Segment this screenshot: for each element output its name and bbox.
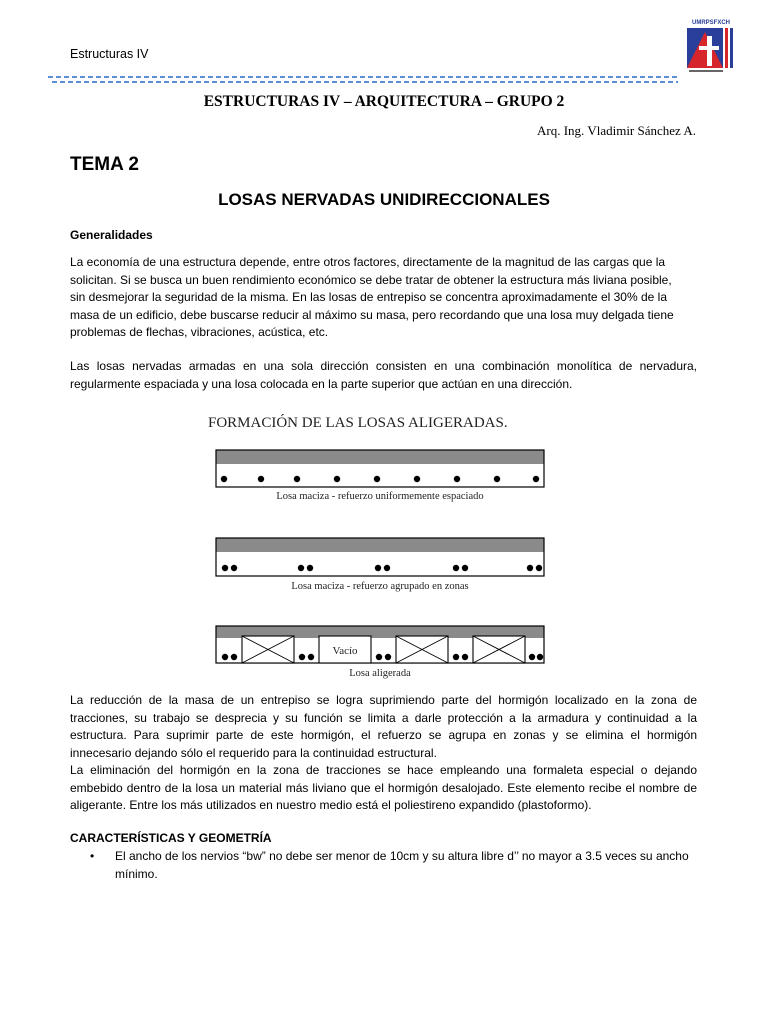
page-title: LOSAS NERVADAS UNIDIRECCIONALES	[218, 190, 550, 209]
figure-title: FORMACIÓN DE LAS LOSAS ALIGERADAS.	[208, 415, 508, 431]
lightened-slab-diagram	[216, 626, 544, 679]
list-item	[90, 848, 697, 883]
paragraph-line: masa de un edificio, debe buscarse reducir al máximo su masa, pero recordando que una losa muy delgada tiene	[70, 307, 674, 322]
figure-caption-1: Losa maciza - refuerzo uniformemente espaciado	[276, 491, 484, 502]
university-logo	[683, 18, 739, 76]
paragraph-economia	[70, 254, 697, 342]
characteristics-list	[90, 848, 697, 883]
void-blocks	[242, 636, 525, 663]
header-course-name: Estructuras IV	[70, 47, 149, 61]
bullet-icon: •	[90, 849, 95, 863]
void-label: Vacío	[332, 645, 358, 657]
paragraph-eliminacion-hormigon: La eliminación del hormigón en la zona de tracciones se hace empleando una formaleta especial o dejando embebido dentro de la losa un material más liviano que el hormigón desalojado. Este elemento recibe el nombre de aligerante. Entre los más utilizados en nuestro medio está el poliestireno expandido (plastoformo).	[70, 763, 697, 812]
paragraph-line: sin desmejorar la seguridad de la misma. En las losas de entrepiso se concentra aproximadamente el 30% de la	[70, 290, 667, 304]
paragraph-line: solicitan. Si se busca un buen rendimiento económico se debe tratar de obtener la estructura más liviana posible,	[70, 272, 672, 287]
topic-number: TEMA 2	[70, 154, 139, 175]
section-heading-generalidades: Generalidades	[70, 228, 153, 242]
solid-slab-uniform-diagram	[216, 450, 544, 502]
solid-slab-grouped-diagram	[216, 538, 544, 592]
paragraph-reduccion-masa: La reducción de la masa de un entrepiso se logra suprimiendo parte del hormigón localizado en la zona de tracciones, su trabajo se desprecia y su función se limita a darle protección a la armadura y continuidad a la estructura. Para suprimir parte de este hormigón, el refuerzo se agrupa en zonas y se elimina el hormigón innecesario dejando sólo el requerido para la continuidad estructural.	[70, 693, 697, 760]
paragraph-losas-nervadas: Las losas nervadas armadas en una sola dirección consisten en una combinación monolítica de nervadura, regularmente espaciada y una losa colocada en la parte superior que actúan en una dirección.	[70, 359, 697, 391]
svg-text:UMRPSFXCH: UMRPSFXCH	[691, 20, 731, 26]
course-title: ESTRUCTURAS IV – ARQUITECTURA – GRUPO 2	[203, 93, 565, 110]
section-heading-caracteristicas: CARACTERÍSTICAS Y GEOMETRÍA	[70, 831, 272, 845]
list-item-text: El ancho de los nervios “bw” no debe ser menor de 10cm y su altura libre d’’ no mayor a 3.5 veces su ancho mínimo.	[115, 849, 689, 881]
paragraph-line: problemas de flechas, vibraciones, acústica, etc.	[70, 325, 329, 339]
rebar-dots	[222, 565, 542, 571]
rebar-dots	[221, 476, 539, 482]
figure-caption-2: Losa maciza - refuerzo agrupado en zonas	[291, 581, 469, 592]
slab-formation-figure	[206, 405, 562, 685]
author: Arq. Ing. Vladimir Sánchez A.	[537, 123, 696, 138]
paragraph-line: La economía de una estructura depende, entre otros factores, directamente de la magnitud de las cargas que la	[70, 255, 666, 269]
figure-caption-3: Losa aligerada	[349, 668, 411, 679]
header-dashed-rule	[48, 76, 678, 84]
